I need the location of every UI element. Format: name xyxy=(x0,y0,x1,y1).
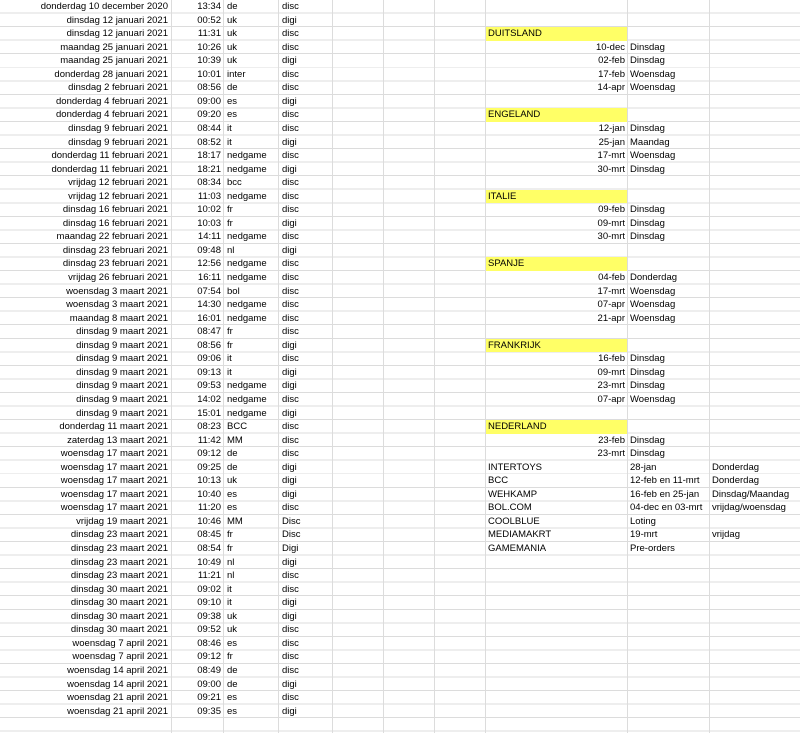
release-type-cell[interactable]: disc xyxy=(282,637,299,649)
release-date-cell[interactable]: vrijdag 12 februari 2021 xyxy=(68,177,168,189)
release-code-cell[interactable]: inter xyxy=(227,68,246,80)
release-time-cell[interactable]: 15:01 xyxy=(197,407,221,419)
release-code-cell[interactable]: nedgame xyxy=(227,163,267,175)
release-code-cell[interactable]: nedgame xyxy=(227,393,267,405)
store-name-cell[interactable]: INTERTOYS xyxy=(488,461,543,473)
release-code-cell[interactable]: nedgame xyxy=(227,407,267,419)
release-code-cell[interactable]: it xyxy=(227,136,232,148)
release-code-cell[interactable]: nedgame xyxy=(227,231,267,243)
country-day-cell[interactable]: Donderdag xyxy=(630,272,678,283)
release-type-cell[interactable]: digi xyxy=(282,475,297,487)
release-time-cell[interactable]: 09:12 xyxy=(197,651,221,663)
country-header-cell[interactable]: FRANKRIJK xyxy=(486,339,627,353)
release-type-cell[interactable]: disc xyxy=(282,231,299,243)
release-code-cell[interactable]: de xyxy=(227,461,238,473)
release-type-cell[interactable]: disc xyxy=(282,285,299,297)
release-type-cell[interactable]: disc xyxy=(282,204,299,216)
release-code-cell[interactable]: fr xyxy=(227,543,233,554)
release-code-cell[interactable]: es xyxy=(227,95,238,107)
country-day-cell[interactable]: Dinsdag xyxy=(630,217,665,229)
release-time-cell[interactable]: 00:52 xyxy=(197,14,221,26)
country-date-cell[interactable]: 23-mrt xyxy=(597,448,625,460)
release-date-cell[interactable]: dinsdag 9 februari 2021 xyxy=(68,122,168,134)
release-type-cell[interactable]: disc xyxy=(282,1,299,12)
release-code-cell[interactable]: uk xyxy=(227,41,238,53)
release-code-cell[interactable]: nl xyxy=(227,556,235,568)
release-time-cell[interactable]: 14:02 xyxy=(197,393,221,405)
release-date-cell[interactable]: vrijdag 12 februari 2021 xyxy=(68,190,168,202)
release-code-cell[interactable]: es xyxy=(227,692,238,704)
release-code-cell[interactable]: MM xyxy=(227,434,243,446)
release-time-cell[interactable]: 09:52 xyxy=(197,624,221,636)
release-date-cell[interactable]: dinsdag 23 februari 2021 xyxy=(62,258,168,270)
country-day-cell[interactable]: Dinsdag xyxy=(630,366,665,378)
release-code-cell[interactable]: fr xyxy=(227,529,233,541)
store-day-cell[interactable]: vrijdag/woensdag xyxy=(712,502,786,514)
store-name-cell[interactable]: BCC xyxy=(488,475,509,487)
country-day-cell[interactable]: Woensdag xyxy=(630,312,676,324)
release-type-cell[interactable]: disc xyxy=(282,68,299,80)
release-date-cell[interactable]: dinsdag 9 maart 2021 xyxy=(76,353,168,365)
release-time-cell[interactable]: 08:23 xyxy=(197,421,221,433)
release-code-cell[interactable]: es xyxy=(227,109,238,121)
release-code-cell[interactable]: it xyxy=(227,366,232,378)
country-header-cell[interactable]: NEDERLAND xyxy=(486,420,627,434)
release-date-cell[interactable]: woensdag 7 april 2021 xyxy=(72,651,168,663)
release-code-cell[interactable]: nedgame xyxy=(227,258,267,270)
release-type-cell[interactable]: digi xyxy=(282,136,297,148)
release-type-cell[interactable]: disc xyxy=(282,272,299,283)
release-type-cell[interactable]: disc xyxy=(282,502,299,514)
country-date-cell[interactable]: 02-feb xyxy=(598,55,625,67)
country-day-cell[interactable]: Woensdag xyxy=(630,82,676,94)
country-day-cell[interactable]: Dinsdag xyxy=(630,448,665,460)
release-time-cell[interactable]: 10:39 xyxy=(197,55,221,67)
release-date-cell[interactable]: dinsdag 23 maart 2021 xyxy=(70,543,168,554)
release-code-cell[interactable]: nedgame xyxy=(227,150,267,162)
country-day-cell[interactable]: Dinsdag xyxy=(630,380,665,392)
release-code-cell[interactable]: it xyxy=(227,597,232,609)
release-date-cell[interactable]: dinsdag 23 maart 2021 xyxy=(70,556,168,568)
country-date-cell[interactable]: 14-apr xyxy=(597,82,625,94)
release-type-cell[interactable]: disc xyxy=(282,82,299,94)
release-code-cell[interactable]: fr xyxy=(227,339,233,351)
release-code-cell[interactable]: uk xyxy=(227,14,238,26)
release-type-cell[interactable]: disc xyxy=(282,353,299,365)
store-name-cell[interactable]: MEDIAMAKRT xyxy=(488,529,552,541)
release-type-cell[interactable]: disc xyxy=(282,122,299,134)
release-date-cell[interactable]: dinsdag 30 maart 2021 xyxy=(70,624,168,636)
release-type-cell[interactable]: digi xyxy=(282,163,297,175)
store-date-cell[interactable]: Loting xyxy=(630,515,656,527)
release-date-cell[interactable]: dinsdag 16 februari 2021 xyxy=(62,217,168,229)
store-name-cell[interactable]: COOLBLUE xyxy=(488,515,540,527)
release-date-cell[interactable]: woensdag 3 maart 2021 xyxy=(66,299,168,311)
release-time-cell[interactable]: 11:03 xyxy=(197,190,221,202)
release-time-cell[interactable]: 08:45 xyxy=(197,529,221,541)
release-date-cell[interactable]: dinsdag 2 februari 2021 xyxy=(68,82,168,94)
release-code-cell[interactable]: bol xyxy=(227,285,240,297)
release-date-cell[interactable]: woensdag 3 maart 2021 xyxy=(66,285,168,297)
release-time-cell[interactable]: 10:46 xyxy=(197,515,221,527)
release-time-cell[interactable]: 10:03 xyxy=(197,217,221,229)
country-day-cell[interactable]: Dinsdag xyxy=(630,163,665,175)
release-date-cell[interactable]: donderdag 11 februari 2021 xyxy=(51,163,168,175)
store-date-cell[interactable]: 16-feb en 25-jan xyxy=(630,488,700,500)
country-date-cell[interactable]: 04-feb xyxy=(598,272,625,283)
release-type-cell[interactable]: disc xyxy=(282,570,299,582)
release-time-cell[interactable]: 09:10 xyxy=(197,597,221,609)
release-time-cell[interactable]: 09:35 xyxy=(197,705,221,717)
release-code-cell[interactable]: nedgame xyxy=(227,190,267,202)
release-time-cell[interactable]: 11:31 xyxy=(197,28,221,40)
release-date-cell[interactable]: donderdag 4 februari 2021 xyxy=(56,95,168,107)
release-date-cell[interactable]: woensdag 14 april 2021 xyxy=(67,678,168,690)
release-date-cell[interactable]: dinsdag 9 maart 2021 xyxy=(76,366,168,378)
release-time-cell[interactable]: 07:54 xyxy=(197,285,221,297)
release-time-cell[interactable]: 16:11 xyxy=(197,272,221,283)
release-type-cell[interactable]: digi xyxy=(282,678,297,690)
country-date-cell[interactable]: 09-mrt xyxy=(597,217,625,229)
release-time-cell[interactable]: 10:40 xyxy=(197,488,221,500)
release-type-cell[interactable]: Digi xyxy=(282,543,299,554)
release-time-cell[interactable]: 08:34 xyxy=(197,177,221,189)
release-code-cell[interactable]: de xyxy=(227,678,238,690)
release-date-cell[interactable]: woensdag 17 maart 2021 xyxy=(60,488,168,500)
release-code-cell[interactable]: de xyxy=(227,448,238,460)
release-time-cell[interactable]: 09:06 xyxy=(197,353,221,365)
release-type-cell[interactable]: disc xyxy=(282,326,299,338)
country-day-cell[interactable]: Dinsdag xyxy=(630,55,665,67)
country-date-cell[interactable]: 30-mrt xyxy=(597,163,625,175)
release-type-cell[interactable]: Disc xyxy=(282,529,301,541)
release-date-cell[interactable]: dinsdag 12 januari 2021 xyxy=(66,28,168,40)
release-date-cell[interactable]: donderdag 11 maart 2021 xyxy=(59,421,168,433)
release-time-cell[interactable]: 09:20 xyxy=(197,109,221,121)
release-date-cell[interactable]: woensdag 17 maart 2021 xyxy=(60,502,168,514)
release-type-cell[interactable]: disc xyxy=(282,258,299,270)
release-type-cell[interactable]: disc xyxy=(282,583,299,595)
country-day-cell[interactable]: Maandag xyxy=(630,136,670,148)
release-code-cell[interactable]: MM xyxy=(227,515,243,527)
release-code-cell[interactable]: es xyxy=(227,488,238,500)
release-code-cell[interactable]: uk xyxy=(227,610,238,622)
release-time-cell[interactable]: 08:47 xyxy=(197,326,221,338)
country-day-cell[interactable]: Dinsdag xyxy=(630,434,665,446)
release-date-cell[interactable]: woensdag 17 maart 2021 xyxy=(60,461,168,473)
release-code-cell[interactable]: uk xyxy=(227,475,238,487)
release-type-cell[interactable]: digi xyxy=(282,217,297,229)
store-date-cell[interactable]: 04-dec en 03-mrt xyxy=(630,502,703,514)
release-time-cell[interactable]: 08:52 xyxy=(197,136,221,148)
release-type-cell[interactable]: disc xyxy=(282,692,299,704)
release-type-cell[interactable]: disc xyxy=(282,434,299,446)
release-type-cell[interactable]: digi xyxy=(282,556,297,568)
release-code-cell[interactable]: de xyxy=(227,664,238,676)
release-time-cell[interactable]: 08:44 xyxy=(197,122,221,134)
country-day-cell[interactable]: Woensdag xyxy=(630,299,676,311)
release-date-cell[interactable]: dinsdag 9 maart 2021 xyxy=(76,380,168,392)
release-code-cell[interactable]: uk xyxy=(227,28,238,40)
release-time-cell[interactable]: 11:21 xyxy=(197,570,221,582)
release-time-cell[interactable]: 08:56 xyxy=(197,82,221,94)
release-time-cell[interactable]: 09:38 xyxy=(197,610,221,622)
release-code-cell[interactable]: it xyxy=(227,353,232,365)
release-code-cell[interactable]: de xyxy=(227,82,238,94)
country-header-cell[interactable]: SPANJE xyxy=(486,257,627,271)
release-time-cell[interactable]: 10:26 xyxy=(197,41,221,53)
release-date-cell[interactable]: donderdag 10 december 2020 xyxy=(40,1,168,12)
release-date-cell[interactable]: maandag 22 februari 2021 xyxy=(56,231,168,243)
release-code-cell[interactable]: uk xyxy=(227,624,238,636)
release-time-cell[interactable]: 10:01 xyxy=(197,68,221,80)
release-code-cell[interactable]: fr xyxy=(227,204,233,216)
country-date-cell[interactable]: 23-feb xyxy=(598,434,625,446)
release-date-cell[interactable]: dinsdag 9 februari 2021 xyxy=(68,136,168,148)
release-time-cell[interactable]: 09:02 xyxy=(197,583,221,595)
country-date-cell[interactable]: 21-apr xyxy=(597,312,625,324)
store-day-cell[interactable]: Dinsdag/Maandag xyxy=(712,488,790,500)
release-time-cell[interactable]: 11:42 xyxy=(197,434,221,446)
release-code-cell[interactable]: nl xyxy=(227,570,235,582)
release-date-cell[interactable]: maandag 8 maart 2021 xyxy=(69,312,168,324)
release-time-cell[interactable]: 13:34 xyxy=(197,1,221,12)
release-time-cell[interactable]: 08:49 xyxy=(197,664,221,676)
country-date-cell[interactable]: 25-jan xyxy=(598,136,625,148)
release-type-cell[interactable]: disc xyxy=(282,109,299,121)
release-date-cell[interactable]: dinsdag 23 maart 2021 xyxy=(70,529,168,541)
release-type-cell[interactable]: disc xyxy=(282,421,299,433)
release-code-cell[interactable]: fr xyxy=(227,326,233,338)
country-day-cell[interactable]: Woensdag xyxy=(630,393,676,405)
release-date-cell[interactable]: donderdag 4 februari 2021 xyxy=(56,109,168,121)
release-code-cell[interactable]: fr xyxy=(227,217,233,229)
country-day-cell[interactable]: Dinsdag xyxy=(630,353,665,365)
release-time-cell[interactable]: 09:21 xyxy=(197,692,221,704)
country-header-cell[interactable]: ENGELAND xyxy=(486,108,627,122)
release-type-cell[interactable]: digi xyxy=(282,55,297,67)
release-time-cell[interactable]: 09:12 xyxy=(197,448,221,460)
release-type-cell[interactable]: digi xyxy=(282,407,297,419)
release-date-cell[interactable]: dinsdag 30 maart 2021 xyxy=(70,583,168,595)
release-time-cell[interactable]: 16:01 xyxy=(197,312,221,324)
store-day-cell[interactable] xyxy=(710,515,800,529)
release-code-cell[interactable]: it xyxy=(227,122,232,134)
country-day-cell[interactable]: Dinsdag xyxy=(630,204,665,216)
store-date-cell[interactable]: 12-feb en 11-mrt xyxy=(630,475,700,487)
country-header-cell[interactable]: DUITSLAND xyxy=(486,27,627,41)
release-code-cell[interactable]: it xyxy=(227,583,232,595)
store-name-cell[interactable]: BOL.COM xyxy=(488,502,532,514)
release-date-cell[interactable]: dinsdag 9 maart 2021 xyxy=(76,326,168,338)
release-code-cell[interactable]: de xyxy=(227,1,238,12)
release-time-cell[interactable]: 09:00 xyxy=(197,678,221,690)
release-code-cell[interactable]: es xyxy=(227,502,238,514)
country-date-cell[interactable]: 09-feb xyxy=(598,204,625,216)
store-day-cell[interactable]: Donderdag xyxy=(712,461,760,473)
release-time-cell[interactable]: 18:21 xyxy=(197,163,221,175)
store-date-cell[interactable]: 19-mrt xyxy=(630,529,658,541)
store-name-cell[interactable]: GAMEMANIA xyxy=(488,543,547,554)
release-type-cell[interactable]: digi xyxy=(282,380,297,392)
release-date-cell[interactable]: dinsdag 23 februari 2021 xyxy=(62,244,168,256)
country-date-cell[interactable]: 30-mrt xyxy=(597,231,625,243)
release-code-cell[interactable]: fr xyxy=(227,651,233,663)
release-date-cell[interactable]: woensdag 7 april 2021 xyxy=(72,637,168,649)
country-date-cell[interactable]: 09-mrt xyxy=(597,366,625,378)
release-type-cell[interactable]: digi xyxy=(282,705,297,717)
release-time-cell[interactable]: 08:56 xyxy=(197,339,221,351)
release-type-cell[interactable]: digi xyxy=(282,339,297,351)
release-code-cell[interactable]: es xyxy=(227,637,238,649)
release-date-cell[interactable]: dinsdag 9 maart 2021 xyxy=(76,393,168,405)
country-date-cell[interactable]: 23-mrt xyxy=(597,380,625,392)
release-code-cell[interactable]: nedgame xyxy=(227,312,267,324)
release-type-cell[interactable]: disc xyxy=(282,299,299,311)
release-date-cell[interactable]: dinsdag 30 maart 2021 xyxy=(70,597,168,609)
country-day-cell[interactable]: Dinsdag xyxy=(630,41,665,53)
store-name-cell[interactable]: WEHKAMP xyxy=(488,488,538,500)
release-type-cell[interactable]: disc xyxy=(282,393,299,405)
release-type-cell[interactable]: digi xyxy=(282,488,297,500)
release-code-cell[interactable]: uk xyxy=(227,55,238,67)
release-type-cell[interactable]: disc xyxy=(282,664,299,676)
release-time-cell[interactable]: 09:53 xyxy=(197,380,221,392)
store-day-cell[interactable] xyxy=(710,542,800,556)
release-code-cell[interactable]: nedgame xyxy=(227,299,267,311)
release-date-cell[interactable]: maandag 25 januari 2021 xyxy=(60,55,168,67)
release-date-cell[interactable]: woensdag 14 april 2021 xyxy=(67,664,168,676)
country-date-cell[interactable]: 17-mrt xyxy=(597,285,625,297)
country-day-cell[interactable]: Dinsdag xyxy=(630,122,665,134)
release-time-cell[interactable]: 12:56 xyxy=(197,258,221,270)
release-date-cell[interactable]: dinsdag 9 maart 2021 xyxy=(76,339,168,351)
release-time-cell[interactable]: 10:13 xyxy=(197,475,221,487)
country-date-cell[interactable]: 10-dec xyxy=(595,41,625,53)
release-time-cell[interactable]: 11:20 xyxy=(197,502,221,514)
release-type-cell[interactable]: disc xyxy=(282,177,299,189)
release-date-cell[interactable]: vrijdag 26 februari 2021 xyxy=(68,272,168,283)
release-type-cell[interactable]: disc xyxy=(282,448,299,460)
country-date-cell[interactable]: 16-feb xyxy=(598,353,625,365)
release-time-cell[interactable]: 08:54 xyxy=(197,543,221,554)
store-date-cell[interactable]: Pre-orders xyxy=(630,543,675,554)
release-type-cell[interactable]: disc xyxy=(282,624,299,636)
country-date-cell[interactable]: 17-feb xyxy=(598,68,625,80)
country-day-cell[interactable]: Woensdag xyxy=(630,150,676,162)
release-date-cell[interactable]: zaterdag 13 maart 2021 xyxy=(67,434,168,446)
release-type-cell[interactable]: disc xyxy=(282,312,299,324)
release-type-cell[interactable]: digi xyxy=(282,14,297,26)
release-type-cell[interactable]: digi xyxy=(282,366,297,378)
country-date-cell[interactable]: 17-mrt xyxy=(597,150,625,162)
release-type-cell[interactable]: digi xyxy=(282,597,297,609)
release-time-cell[interactable]: 09:48 xyxy=(197,244,221,256)
release-code-cell[interactable]: nedgame xyxy=(227,380,267,392)
release-date-cell[interactable]: donderdag 28 januari 2021 xyxy=(54,68,168,80)
country-date-cell[interactable]: 07-apr xyxy=(597,393,625,405)
release-date-cell[interactable]: woensdag 21 april 2021 xyxy=(67,692,168,704)
country-day-cell[interactable]: Woensdag xyxy=(630,285,676,297)
release-type-cell[interactable]: disc xyxy=(282,28,299,40)
release-code-cell[interactable]: bcc xyxy=(227,177,242,189)
release-time-cell[interactable]: 09:25 xyxy=(197,461,221,473)
country-header-cell[interactable]: ITALIE xyxy=(486,190,627,204)
release-time-cell[interactable]: 08:46 xyxy=(197,637,221,649)
release-time-cell[interactable]: 18:17 xyxy=(197,150,221,162)
release-type-cell[interactable]: digi xyxy=(282,461,297,473)
release-type-cell[interactable]: disc xyxy=(282,150,299,162)
country-day-cell[interactable]: Woensdag xyxy=(630,68,676,80)
release-code-cell[interactable]: nl xyxy=(227,244,235,256)
release-date-cell[interactable]: woensdag 21 april 2021 xyxy=(67,705,168,717)
release-date-cell[interactable]: vrijdag 19 maart 2021 xyxy=(76,515,168,527)
release-code-cell[interactable]: es xyxy=(227,705,238,717)
release-code-cell[interactable]: nedgame xyxy=(227,272,267,283)
release-date-cell[interactable]: dinsdag 16 februari 2021 xyxy=(62,204,168,216)
store-date-cell[interactable]: 28-jan xyxy=(630,461,657,473)
release-date-cell[interactable]: woensdag 17 maart 2021 xyxy=(60,475,168,487)
release-type-cell[interactable]: digi xyxy=(282,610,297,622)
country-date-cell[interactable]: 07-apr xyxy=(597,299,625,311)
release-type-cell[interactable]: disc xyxy=(282,41,299,53)
release-time-cell[interactable]: 10:49 xyxy=(197,556,221,568)
release-date-cell[interactable]: dinsdag 9 maart 2021 xyxy=(76,407,168,419)
release-date-cell[interactable]: woensdag 17 maart 2021 xyxy=(60,448,168,460)
release-type-cell[interactable]: disc xyxy=(282,651,299,663)
release-time-cell[interactable]: 10:02 xyxy=(197,204,221,216)
release-type-cell[interactable]: digi xyxy=(282,95,297,107)
store-day-cell[interactable]: vrijdag xyxy=(712,529,740,541)
store-day-cell[interactable]: Donderdag xyxy=(712,475,760,487)
country-day-cell[interactable]: Dinsdag xyxy=(630,231,665,243)
release-type-cell[interactable]: digi xyxy=(282,244,297,256)
release-type-cell[interactable]: disc xyxy=(282,190,299,202)
release-date-cell[interactable]: maandag 25 januari 2021 xyxy=(60,41,168,53)
release-date-cell[interactable]: dinsdag 12 januari 2021 xyxy=(66,14,168,26)
release-date-cell[interactable]: donderdag 11 februari 2021 xyxy=(51,150,168,162)
release-time-cell[interactable]: 14:30 xyxy=(197,299,221,311)
release-time-cell[interactable]: 14:11 xyxy=(197,231,221,243)
release-time-cell[interactable]: 09:00 xyxy=(197,95,221,107)
release-time-cell[interactable]: 09:13 xyxy=(197,366,221,378)
release-type-cell[interactable]: Disc xyxy=(282,515,301,527)
release-date-cell[interactable]: dinsdag 23 maart 2021 xyxy=(70,570,168,582)
country-date-cell[interactable]: 12-jan xyxy=(598,122,625,134)
release-code-cell[interactable]: BCC xyxy=(227,421,248,433)
release-date-cell[interactable]: dinsdag 30 maart 2021 xyxy=(70,610,168,622)
